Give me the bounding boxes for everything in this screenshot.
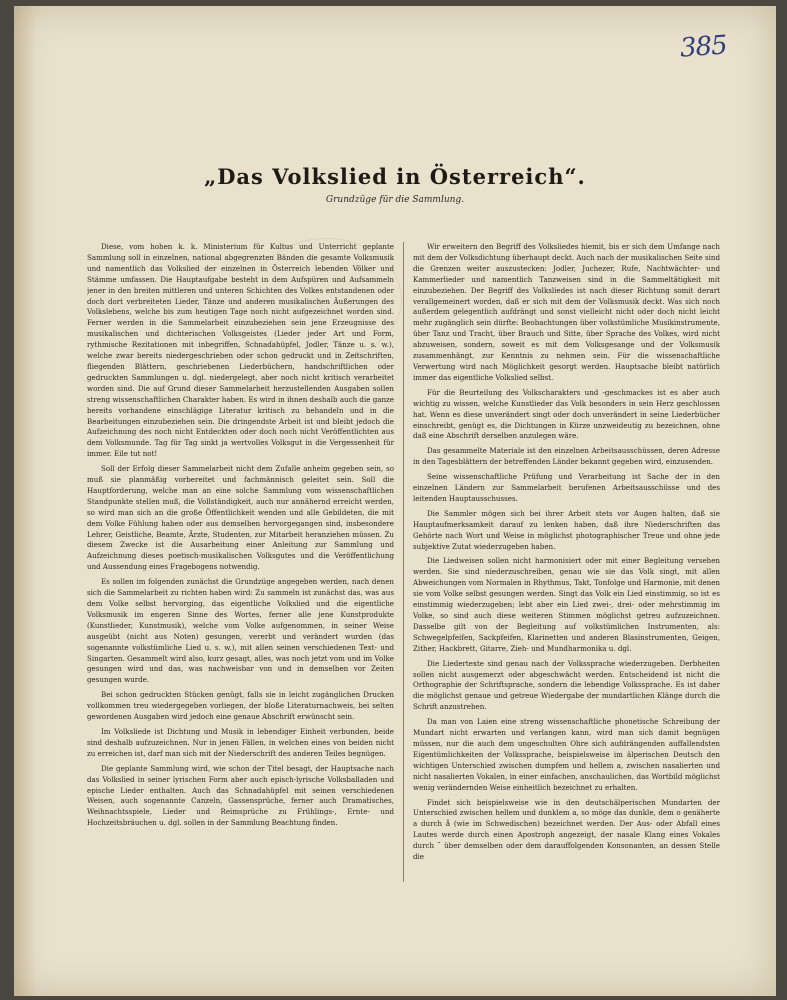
paragraph: Wir erweitern den Begriff des Volksliedes hiemit, bis er sich dem Umfange nach mit dem der Volksdichtung überhaupt deckt. Auch nach der musikalischen Seite sind die Grenzen weiter auszustecken: Jodler, Juchezer, Rufe, Nachtwächter- und Kammerlieder und namentlich Tanzweisen sind in die Sammeltätigkeit mit einzubeziehen. Der Begriff des Volksliedes ist nach dieser Richtung somit derart verallgemeinert worden, daß er sich mit dem der Volksmusik deckt. Was sich noch außerdem gelegentlich aufdrängt und sonst vielleicht nicht oder doch nicht leicht mehr zugänglich sein dürfte: Beobachtungen über volkstümliche Musikinstrumente, über Tanz und Tracht, über Brauch und Sitte, über Sprache des Volkes, wird nicht abzuweisen, sondern, soweit es mit dem Volksgesange und der Volksmusik zusammenhängt, zur Kenntnis zu nehmen sein. Für die wissenschaftliche Verwertung wird nach Möglichkeit gesorgt werden. Hauptsache bleibt natürlich immer das eigentliche Volkslied selbst. [413, 242, 720, 382]
document-page [14, 6, 776, 996]
right-text-column [413, 242, 720, 892]
document-subtitle: Grundzüge für die Sammlung. [325, 195, 465, 205]
paragraph: Seine wissenschaftliche Prüfung und Verarbeitung ist Sache der in den einzelnen Ländern zur Sammelarbeit berufenen Arbeitsausschüsse und des leitenden Hauptausschusses. [413, 472, 720, 503]
paragraph: Das gesammelte Materiale ist den einzelnen Arbeitsausschüssen, deren Adresse in den Tagesblättern der betreffenden Länder bekannt gegeben wird, einzusenden. [413, 446, 720, 467]
paragraph: Es sollen im folgenden zunächst die Grundzüge angegeben werden, nach denen sich die Sammelarbeit zu richten haben wird: Zu sammeln ist zunächst das, was aus dem Volke selbst hervorging, das eigentliche Volkslied und die eigentliche Volksmusik im engeren Sinne des Wortes, ferner alle jene Kunstprodukte (Kunstlieder, Kunstmusik), welche vom Volke aufgenommen, in seiner Weise ausgeübt (nicht aus Noten) gesungen, vererbt und verändert wurden (das sogenannte volkstümliche Lied u. s. w.), mit allen seinen verschiedenen Text- und Singarten. Gesammelt wird also, kurz gesagt, alles, was noch jetzt vom und im Volke gesungen wird und das, was nachweisbar von und in demselben vor Zeiten gesungen wurde. [87, 577, 394, 685]
paper-edge-stain [14, 6, 36, 996]
paragraph: Da man von Laien eine streng wissenschaftliche phonetische Schreibung der Mundart nicht erwarten und verlangen kann, wird man sich damit begnügen müssen, nur die auch dem ungeschulten Ohre sich aufdrängenden auffallendsten Eigentümlichkeiten der Volkssprache, beispielsweise im älperischen Deutsch den wichtigen Unterschied zwischen dumpfem und hellem a, zwischen nasalierten und nicht nasalierten Vokalen, in einer einfachen, anschaulichen, das Wortbild möglichst wenig verändernden Weise einheitlich bezeichnet zu erhalten. [413, 717, 720, 792]
paragraph: Die geplante Sammlung wird, wie schon der Titel besagt, der Hauptsache nach das Volkslied in seiner lyrischen Form aber auch episch-lyrische Volksballaden und epische Lieder enthalten. Auch das Schnadahüpfel mit seinen verschiedenen Weisen, auch sogenannte Canzeln, Gassensprüche, ferner auch Dramatisches, Weihnachtsspiele, Lieder und Reimsprüche zu Frühlings-, Ernte- und Hochzeitsbräuchen u. dgl. sollen in der Sammlung Beachtung finden. [87, 763, 394, 828]
paragraph: Bei schon gedruckten Stücken genügt, falls sie in leicht zugänglichen Drucken vollkommen treu wiedergegeben vorliegen, der bloße Literaturnachweis, bei selten gewordenen Ausgaben wird jedoch eine genaue Abschrift erwünscht sein. [87, 690, 394, 722]
paragraph: Diese, vom hohen k. k. Ministerium für Kultus und Unterricht geplante Sammlung soll in einzelnen, national abgegrenzten Bänden die gesamte Volksmusik und namentlich das Volkslied der einzelnen in Österreich lebenden Völker und Stämme umfassen. Die Hauptaufgabe besteht in dem Aufspüren und Aufsammeln jener in den breiten mittleren und unteren Schichten des Volkes entstandenen oder doch dort verbreiteten Lieder, Tänze und anderen musikalischen Äußerungen des Volkslebens, welche bis zum heutigen Tage noch nicht aufgezeichnet worden sind. Ferner werden in die Sammelarbeit einzubeziehen sein jene Erzeugnisse des musikalischen und dichterischen Volksgeistes (Lieder jeder Art und Form, rythmische Rezitationen mit inbegriffen, Schnadahüpfel, Jodler, Tänze u. s. w.), welche zwar bereits niedergeschrieben oder schon gedruckt und in Zeitschriften, fliegenden Blättern, geschriebenen Liederbüchern, handschriftlichen oder gedruckten Sammlungen u. dgl. niedergelegt, aber noch nicht kritisch verarbeitet worden sind. Die auf Grund dieser Sammelarbeit herzustellenden Ausgaben sollen streng wissenschaftlichen Charakter haben. Es wird in ihnen deshalb auch die ganze bereits vorhandene einschlägige Literatur kritisch zu behandeln und in die Bearbeitungen einzubeziehen sein. Die dringendste Arbeit ist und bleibt jedoch die Aufzeichnung des noch nicht Entdeckten oder doch noch nicht Veröffentlichten aus dem Volksmunde. Tag für Tag sinkt ja wertvolles Volksgut in die Vergessenheit für immer. Eile tut not! [87, 242, 394, 459]
handwritten-folio-number: 385 [679, 30, 728, 64]
paragraph: Findet sich beispielsweise wie in den deutschälperischen Mundarten der Unterschied zwischen hellem und dunklem a, so möge das dunkle, dem o genäherte a durch å (wie im Schwedischen) bezeichnet werden. Der Aus- oder Abfall eines Lautes werde durch einen Apostroph angezeigt, der nasale Klang eines Vokales durch ˜ über demselben oder dem darauffolgenden Konsonanten, an dessen Stelle die [413, 797, 720, 862]
paragraph: Die Liedertexte sind genau nach der Volkssprache wiederzugeben. Derbheiten sollen nicht ausgemerzt oder abgeschwächt werden. Entscheidend ist nicht die Orthographie der Schriftsprache, sondern die lebendige Volkssprache. Es ist daher die möglichst genaue und getreue Wiedergabe der mundartlichen Klänge durch die Schrift anzustreben. [413, 658, 720, 712]
document-title: „Das Volkslied in Österreich“. [204, 164, 586, 189]
paragraph: Für die Beurteilung des Volkscharakters und -geschmackes ist es aber auch wichtig zu wissen, welche Kunstlieder das Volk besonders in sein Herz geschlossen hat. Wenn es diese unverändert singt oder doch unverändert in seine Liederbücher einschreibt, genügt es, die Dichtungen in Kürze unzweideutig zu bezeichnen, ohne daß eine Abschrift derselben anzulegen wäre. [413, 387, 720, 441]
left-text-column [87, 242, 394, 892]
paragraph: Die Liedweisen sollen nicht harmonisiert oder mit einer Begleitung versehen werden. Sie sind niederzuschreiben, genau wie sie das Volk singt, mit allen Abweichungen vom Normalen in Rhythmus, Takt, Tonfolge und Harmonie, mit denen sie vom Volke selbst gesungen werden. Singt das Volk ein Lied einstimmig, so ist es einstimmig wiederzugeben; lebt aber ein Lied zwei-, drei- oder mehrstimmig im Volke, so sind auch diese weiteren Stimmen möglichst getreu aufzuzeichnen. Dasselbe gilt von der Begleitung auf volkstümlichen Instrumenten, als: Schwegelpfeifen, Sackpfeifen, Klarinetten und anderen Blasinstrumenten, Geigen, Zither, Hackbrett, Gitarre, Zieh- und Mundharmonika u. dgl. [413, 556, 720, 653]
paragraph: Soll der Erfolg dieser Sammelarbeit nicht dem Zufalle anheim gegeben sein, so muß sie planmäßig vorbereitet und fachmännisch geleitet sein. Soll die Hauptforderung, welche man an eine solche Sammlung vom wissenschaftlichen Standpunkte stellen muß, die Vollständigkeit, auch nur annähernd erreicht werden, so wird man sich an die große Öffentlichkeit wenden und alle Gebildeten, die mit dem Volke Fühlung haben oder aus demselben hervorgegangen sind, insbesondere Lehrer, Geistliche, Beamte, Ärzte, Studenten, zur Mitarbeit heranziehen müssen. Zu diesem Zwecke ist die Ausarbeitung einer Anleitung zur Sammlung und Aufzeichnung dieses poetisch-musikalischen Volksgutes und die Veröffentlichung und Aussendung eines Fragebogens notwendig. [87, 464, 394, 572]
paragraph: Die Sammler mögen sich bei ihrer Arbeit stets vor Augen halten, daß sie Hauptaufmerksamkeit darauf zu lenken haben, daß ihre Niederschriften das Gehörte nach Wort und Weise in möglichst photographischer Treue und ohne jede subjektive Zutat wiederzugeben haben. [413, 508, 720, 551]
column-divider [403, 242, 404, 882]
paragraph: Im Volksliede ist Dichtung und Musik in lebendiger Einheit verbunden, beide sind deshalb aufzuzeichnen. Nur in jenen Fällen, in welchen eines von beiden nicht zu erreichen ist, darf man sich mit der Niederschrift des anderen Teiles begnügen. [87, 726, 394, 758]
